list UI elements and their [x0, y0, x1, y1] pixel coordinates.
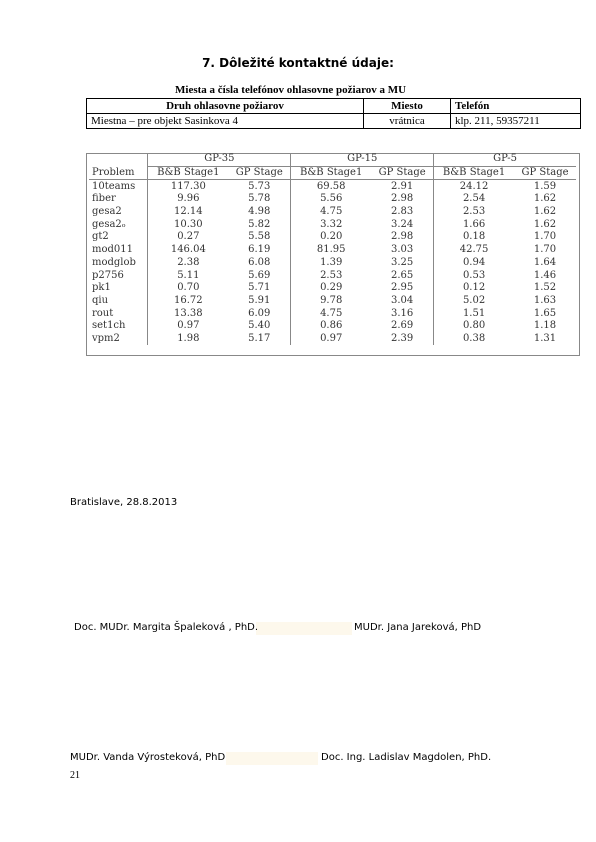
- table-cell: 5.17: [228, 333, 291, 346]
- table-cell: pk1: [89, 282, 148, 295]
- table-cell: 5.82: [228, 218, 291, 231]
- table-cell: 69.58: [316, 180, 346, 192]
- table-cell: 2.38: [177, 256, 200, 268]
- table-cell: 2.39: [371, 333, 434, 346]
- table-cell: 1.62: [533, 206, 557, 218]
- table-cell: 6.19: [228, 244, 291, 257]
- table-cell: 10.30: [174, 218, 203, 230]
- table-cell: 9.78: [320, 294, 343, 306]
- column-header: B&B Stage1: [148, 166, 228, 180]
- table-cell: 4.98: [228, 206, 291, 219]
- table-row: [89, 231, 576, 244]
- table-cell: 3.32: [320, 218, 343, 230]
- table-cell: 2.98: [371, 193, 434, 206]
- column-header: Problem: [89, 166, 148, 180]
- section-heading: 7. Dôležité kontaktné údaje:: [202, 56, 394, 70]
- table-cell: 0.94: [462, 256, 486, 268]
- table-cell: 4.75: [320, 206, 343, 218]
- signature-row-1: [0, 622, 596, 636]
- table-cell: mod011: [89, 244, 148, 257]
- table-cell: 9.96: [177, 193, 200, 205]
- table-cell: 1.62: [533, 193, 557, 205]
- table-cell: 1.64: [533, 256, 557, 268]
- table-cell: fiber: [89, 193, 148, 206]
- table-cell: 1.70: [533, 231, 557, 243]
- table-cell: 16.72: [174, 294, 203, 306]
- column-header: B&B Stage1: [291, 166, 371, 180]
- table-cell: gt2: [89, 231, 148, 244]
- signature-name: MUDr. Jana Jareková, PhD: [354, 622, 482, 633]
- table-cell: 1.46: [533, 269, 557, 281]
- table-cell: 0.97: [320, 332, 343, 344]
- table-cell: 6.09: [228, 307, 291, 320]
- table-cell: 0.18: [462, 231, 486, 243]
- table-cell: 0.27: [177, 231, 200, 243]
- table-cell: 0.12: [462, 282, 486, 294]
- table-cell: 2.53: [462, 206, 486, 218]
- column-header: GP Stage: [371, 166, 434, 180]
- table-cell: 1.98: [177, 332, 200, 344]
- table-cell: 0.86: [320, 320, 343, 332]
- column-header: GP Stage: [228, 166, 291, 180]
- table-cell: 5.91: [228, 295, 291, 308]
- table-cell: vpm2: [89, 333, 148, 346]
- table-row: [89, 218, 576, 231]
- table-row: [89, 307, 576, 320]
- table-cell: 1.18: [533, 320, 557, 332]
- table-cell: 2.65: [371, 269, 434, 282]
- table-cell: 0.80: [462, 320, 486, 332]
- results-table: [89, 153, 576, 345]
- table-cell: 3.03: [371, 244, 434, 257]
- table-cell: 12.14: [174, 206, 203, 218]
- table-cell: 1.52: [533, 282, 557, 294]
- table-cell: 2.98: [371, 231, 434, 244]
- results-group-header: [89, 153, 576, 166]
- signature-row-2: [0, 752, 596, 766]
- group-header: GP-15: [291, 153, 434, 166]
- table-cell: 81.95: [316, 244, 346, 256]
- column-header: Miesto: [364, 99, 451, 114]
- table-row: [89, 180, 576, 193]
- signature-name: Doc. Ing. Ladislav Magdolen, PhD.: [321, 752, 492, 763]
- table-cell: 3.25: [371, 257, 434, 270]
- table-cell: 2.95: [371, 282, 434, 295]
- table-cell: 5.58: [228, 231, 291, 244]
- table-cell: 2.54: [462, 193, 486, 205]
- table-cell: 1.62: [533, 218, 557, 230]
- table-cell: 146.04: [170, 244, 206, 256]
- table-cell: 5.02: [462, 294, 486, 306]
- table-cell: 0.97: [177, 320, 200, 332]
- table-cell: 6.08: [228, 257, 291, 270]
- table-cell: 3.04: [371, 295, 434, 308]
- table-row: [89, 282, 576, 295]
- table-row: [89, 333, 576, 346]
- table-cell: 5.71: [228, 282, 291, 295]
- table-cell: klp. 211, 59357211: [451, 114, 581, 129]
- table-cell: 5.11: [177, 269, 200, 281]
- table-cell: 5.56: [320, 193, 343, 205]
- table-cell: 5.73: [228, 180, 291, 193]
- column-header: Telefón: [451, 99, 581, 114]
- results-column-header: [89, 166, 576, 180]
- table-cell: 24.12: [459, 180, 489, 192]
- table-cell: rout: [89, 307, 148, 320]
- table-cell: gesa2: [89, 206, 148, 219]
- table-cell: 3.24: [371, 218, 434, 231]
- signature-name: Doc. MUDr. Margita Špaleková , PhD.: [74, 622, 259, 633]
- table-row: [89, 269, 576, 282]
- group-header: GP-35: [148, 153, 291, 166]
- table-cell: 1.39: [320, 256, 343, 268]
- table-cell: modglob: [89, 257, 148, 270]
- table-cell: 5.69: [228, 269, 291, 282]
- table-cell: gesa2ₒ: [89, 218, 148, 231]
- table-row: [89, 295, 576, 308]
- table-row: [89, 244, 576, 257]
- table-cell: 2.69: [371, 320, 434, 333]
- table-cell: set1ch: [89, 320, 148, 333]
- table-cell: 117.30: [170, 180, 206, 192]
- place-date: Bratislave, 28.8.2013: [70, 497, 178, 508]
- table-cell: 1.31: [533, 332, 557, 344]
- table-cell: 0.29: [320, 282, 343, 294]
- table-cell: 5.78: [228, 193, 291, 206]
- table-cell: 2.53: [320, 269, 343, 281]
- table-cell: 1.51: [462, 307, 486, 319]
- column-header: B&B Stage1: [434, 166, 514, 180]
- table-cell: 13.38: [174, 307, 203, 319]
- table-cell: qiu: [89, 295, 148, 308]
- table-row: [87, 114, 581, 129]
- table-cell: 10teams: [89, 180, 148, 193]
- table-cell: 3.16: [371, 307, 434, 320]
- table-cell: Miestna – pre objekt Sasinkova 4: [87, 114, 364, 129]
- table-cell: 1.59: [533, 180, 557, 192]
- table-cell: 1.66: [462, 218, 486, 230]
- table-cell: 1.63: [533, 294, 557, 306]
- table-cell: 2.83: [371, 206, 434, 219]
- group-header: GP-5: [434, 153, 576, 166]
- table-cell: 2.91: [371, 180, 434, 193]
- signature-name: MUDr. Vanda Výrosteková, PhD: [70, 752, 226, 763]
- page-number: 21: [70, 770, 80, 781]
- table-cell: 0.20: [320, 231, 343, 243]
- contact-table-caption: Miesta a čísla telefónov ohlasovne požiarov a MU: [175, 84, 407, 96]
- table-cell: 0.70: [177, 282, 200, 294]
- table-cell: 0.53: [462, 269, 486, 281]
- column-header: Druh ohlasovne požiarov: [87, 99, 364, 114]
- table-row: [89, 257, 576, 270]
- table-cell: 0.38: [462, 332, 486, 344]
- column-header: GP Stage: [514, 166, 576, 180]
- table-cell: 1.65: [533, 307, 557, 319]
- table-cell: vrátnica: [364, 114, 451, 129]
- table-cell: 5.40: [228, 320, 291, 333]
- table-cell: 42.75: [459, 244, 489, 256]
- table-cell: 1.70: [533, 244, 557, 256]
- table-row: [89, 320, 576, 333]
- table-row: [89, 206, 576, 219]
- table-cell: 4.75: [320, 307, 343, 319]
- contact-table: [86, 98, 581, 129]
- table-row: [89, 193, 576, 206]
- contact-table-header: [87, 99, 581, 114]
- table-cell: p2756: [89, 269, 148, 282]
